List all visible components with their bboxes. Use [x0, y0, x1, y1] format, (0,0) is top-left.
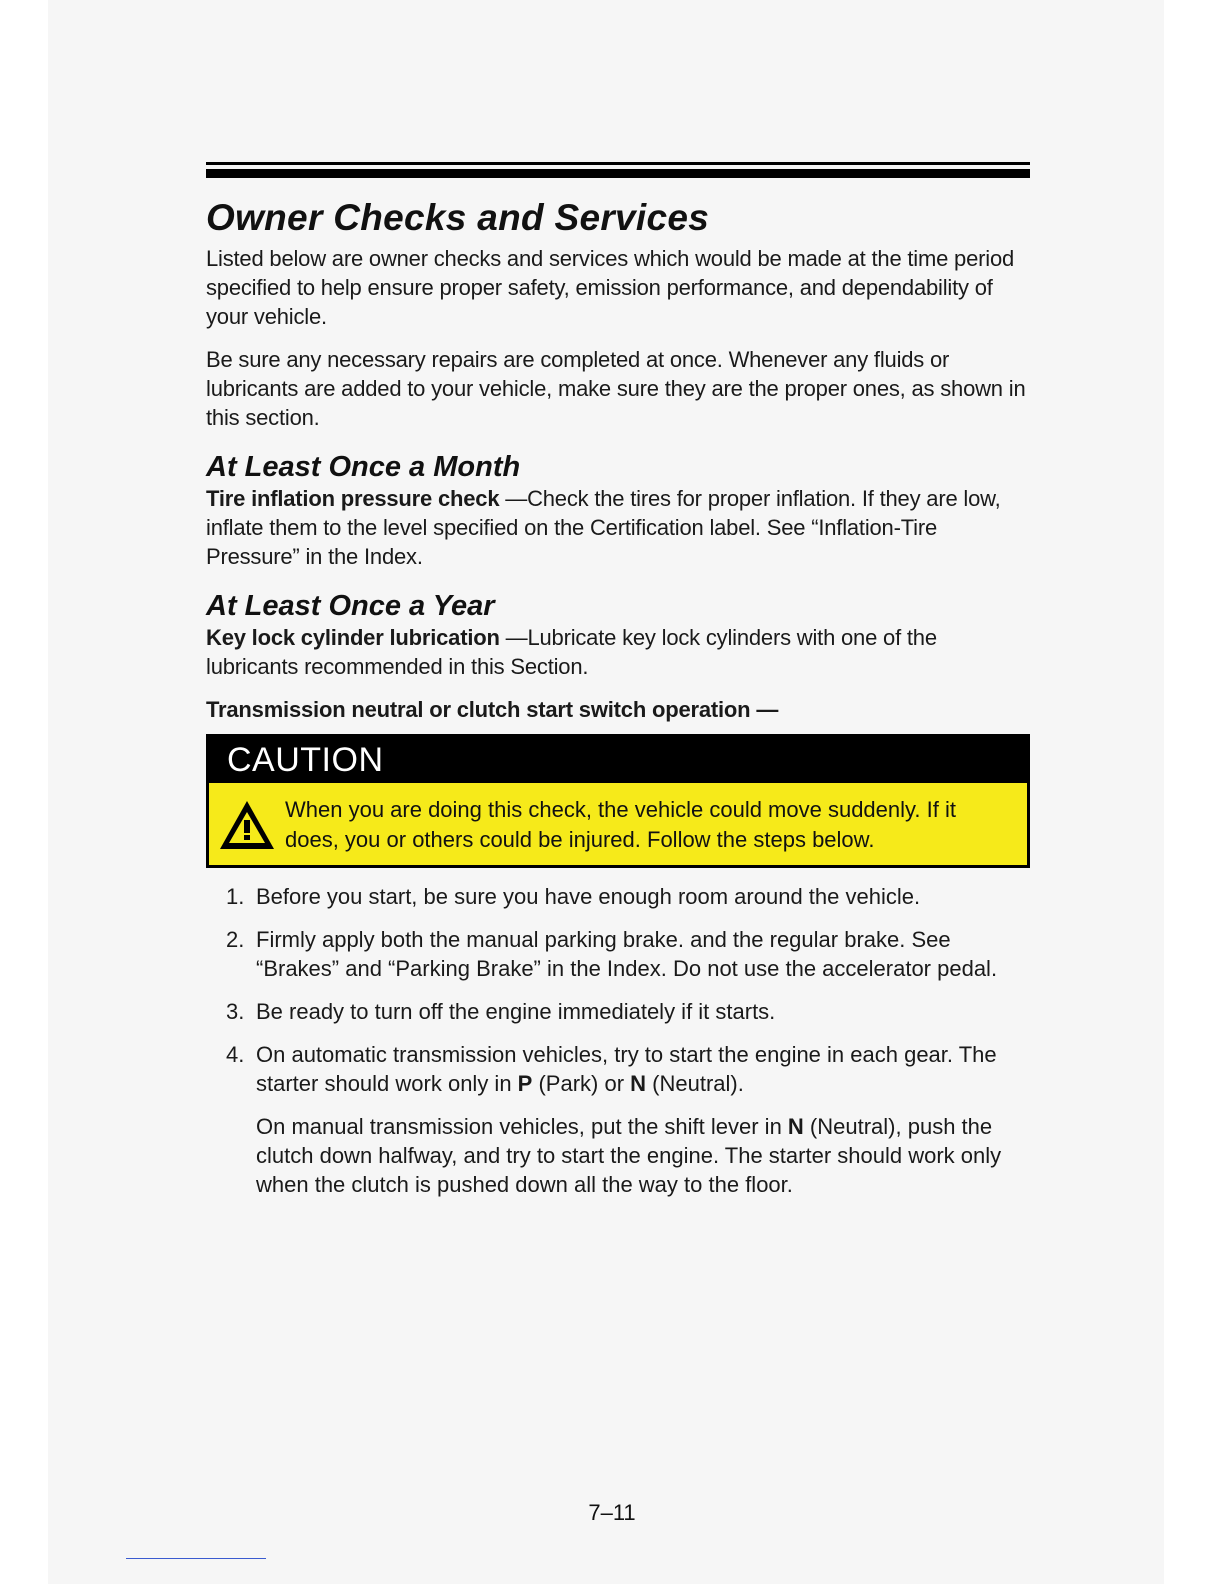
manual-gear-n: N	[787, 1114, 804, 1139]
key-lock-lead: Key lock cylinder lubrication	[206, 625, 500, 650]
step-text-pre: On automatic transmission vehicles, try to start the engine in each gear. The starter should work only in	[256, 1042, 997, 1096]
step-number: 2.	[226, 927, 245, 952]
caution-text: When you are doing this check, the vehicle could move suddenly. If it does, you or others could be injured. Follow the steps below.	[285, 797, 956, 852]
intro-paragraph-1: Listed below are owner checks and services which would be made at the time period specified to help ensure proper safety, emission performance, and dependability of your vehicle.	[206, 246, 1015, 329]
list-item	[206, 882, 1030, 911]
caution-body	[209, 783, 1027, 865]
manual-post: (Neutral), push the clutch down halfway, and try to start the engine. The starter should work only when the clutch is pushed down all the way to the floor.	[256, 1114, 1002, 1197]
step-number: 1.	[226, 884, 245, 909]
caution-box	[206, 734, 1030, 868]
manual-transmission-paragraph	[256, 1112, 1030, 1199]
tire-check-text: —Check the tires for proper inflation. If they are low, inflate them to the level specified on the Certification label. See “Inflation-Tire Pressure” in the Index.	[206, 486, 1001, 569]
step-text: Before you start, be sure you have enough room around the vehicle.	[256, 884, 921, 909]
list-item	[206, 925, 1030, 983]
header-rule-thick	[206, 169, 1030, 178]
step-number: 3.	[226, 999, 245, 1024]
intro-paragraph-2: Be sure any necessary repairs are completed at once. Whenever any fluids or lubricants are added to your vehicle, make sure they are the proper ones, as shown in this section.	[206, 347, 1026, 430]
list-item	[206, 997, 1030, 1026]
step-text-post: (Neutral).	[646, 1071, 744, 1096]
page-title: Owner Checks and Services	[206, 197, 710, 238]
gear-n: N	[630, 1071, 647, 1096]
key-lock-paragraph	[206, 623, 1030, 681]
steps-list	[206, 882, 1030, 1098]
step-text-mid: (Park) or	[532, 1071, 631, 1096]
list-item	[206, 1040, 1030, 1098]
month-heading: At Least Once a Month	[206, 451, 521, 483]
footer-line	[126, 1558, 266, 1559]
tire-check-paragraph	[206, 484, 1030, 571]
transmission-lead: Transmission neutral or clutch start switch operation —	[206, 697, 779, 722]
step-number: 4.	[226, 1042, 245, 1067]
page-content	[206, 160, 1030, 1199]
warning-triangle-icon	[217, 798, 277, 852]
header-rule-thin	[206, 162, 1030, 165]
manual-pre: On manual transmission vehicles, put the shift lever in	[256, 1114, 788, 1139]
caution-label: CAUTION	[209, 737, 1027, 783]
tire-check-lead: Tire inflation pressure check	[206, 486, 500, 511]
gear-p: P	[517, 1071, 533, 1096]
page-number: 7–11	[588, 1500, 636, 1525]
step-text: Firmly apply both the manual parking brake. and the regular brake. See “Brakes” and “Parking Brake” in the Index. Do not use the accelerator pedal.	[256, 927, 998, 981]
year-heading: At Least Once a Year	[206, 590, 495, 622]
step-text	[256, 1040, 1030, 1098]
key-lock-text: —Lubricate key lock cylinders with one of the lubricants recommended in this Section.	[206, 625, 937, 679]
step-text: Be ready to turn off the engine immediately if it starts.	[256, 999, 776, 1024]
